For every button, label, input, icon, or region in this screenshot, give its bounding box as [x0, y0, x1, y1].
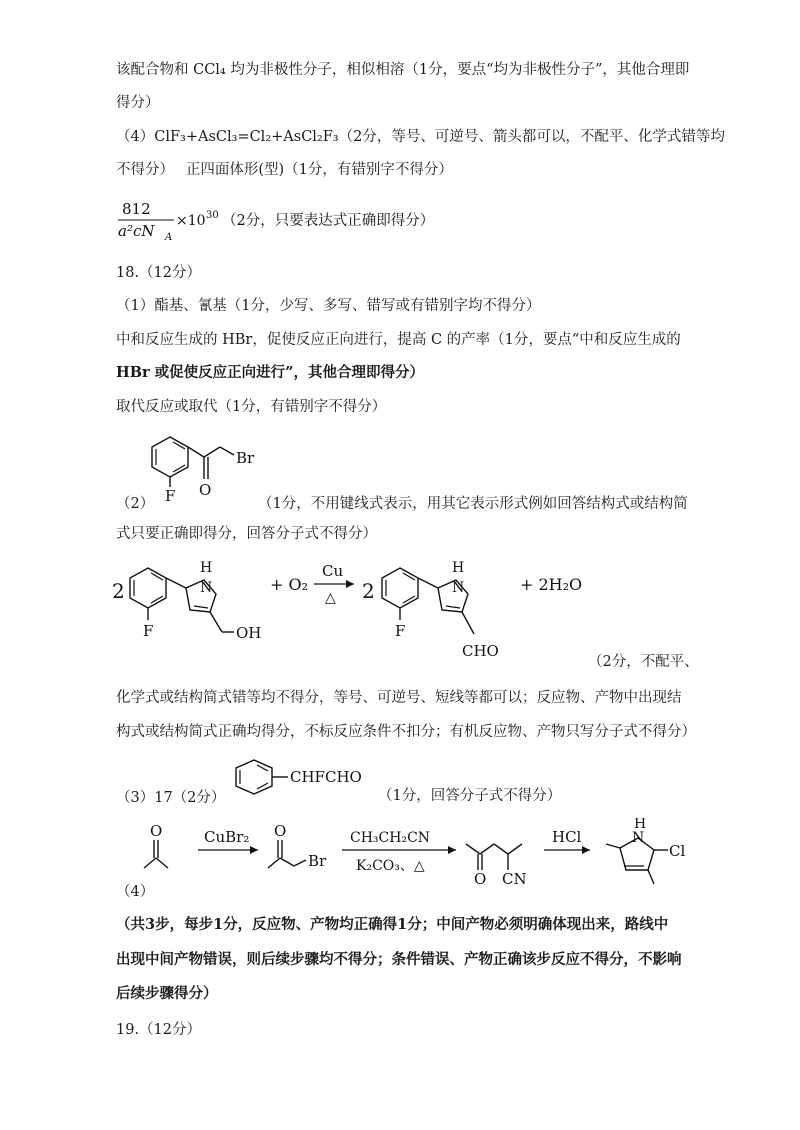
q18-p6: 式只要正确即得分，回答分子式不得分）: [116, 526, 377, 542]
reactant-oh-label: OH: [236, 624, 262, 642]
q18-p3: HBr 或促使反应正向进行”，其他合理即得分）: [116, 364, 424, 381]
bromoketone-structure: [140, 425, 260, 505]
q18-p4: 取代反应或取代（1分，有错别字不得分）: [116, 399, 387, 415]
catalyst-label: Cu: [322, 562, 344, 580]
q18-p8: 构式或结构简式正确均得分，不标反应条件不扣分；有机反应物、产物只写分子式不得分）: [116, 724, 696, 740]
water-product: + 2H₂O: [520, 575, 583, 594]
frac-note: （2分，只要表达式正确即得分）: [222, 213, 435, 229]
q18-p12: 出现中间产物错误，则后续步骤均不得分；条件错误、产物正确该步反应不得分，不影响: [116, 951, 682, 968]
atom-label-f: F: [165, 487, 176, 505]
synthesis-route: [120, 818, 700, 890]
q17-line-3: （4）ClF₃+AsCl₃=Cl₂+AsCl₂F₃（2分，等号、可逆号、箭头都可以，不配平、化学式错等均: [116, 129, 725, 145]
intermediate-cn-label: CN: [502, 870, 527, 888]
rxn-note: （2分，不配平、: [588, 654, 699, 670]
product-h-label: H: [452, 560, 465, 576]
chfcho-structure: [232, 756, 392, 800]
frac-denominator-sub: A: [165, 232, 173, 242]
q18-p2: 中和反应生成的 HBr，促使反应正向进行，提高 C 的产率（1分，要点“中和反应生成的: [116, 332, 681, 348]
product-cho-label: CHO: [462, 642, 499, 660]
reactant-f-label: F: [143, 622, 154, 640]
pyrrole-cl-label: Cl: [669, 842, 686, 860]
q18-p1: （1）酯基、氰基（1分，少写、多写、错写或有错别字均不得分）: [116, 298, 541, 314]
q18-p10-label: （4）: [116, 884, 155, 900]
product-f-label: F: [395, 622, 406, 640]
density-expression: [116, 198, 476, 242]
q17-line-4: 不得分） 正四面体形(型)（1分，有错别字不得分）: [116, 162, 453, 178]
cond-cubr2: CuBr₂: [204, 828, 250, 846]
atom-label-o: O: [199, 481, 212, 499]
q17-line-1: 该配合物和 CCl₄ 均为非极性分子，相似相溶（1分，要点“均为非极性分子”，其他合理即: [116, 62, 690, 78]
q18-p9-note: （1分，回答分子式不得分）: [378, 788, 562, 804]
q18-p13: 后续步骤得分）: [116, 985, 218, 1002]
bromoacetone-o-label: O: [274, 822, 287, 840]
q18-p5-label: （2）: [116, 496, 155, 512]
cond-hcl: HCl: [552, 828, 582, 846]
cond-k2co3: K₂CO₃、△: [356, 858, 425, 874]
reactant-n-label: N: [200, 580, 213, 596]
product-coefficient: 2: [362, 579, 375, 603]
oxygen-reagent: + O₂: [270, 575, 309, 594]
heat-symbol: △: [325, 590, 336, 606]
atom-label-br: Br: [236, 449, 255, 467]
pyrrole-n-label: N: [632, 830, 645, 846]
cond-propionitrile: CH₃CH₂CN: [350, 830, 431, 846]
oxidation-reaction: [110, 560, 610, 665]
q18-p9-label: （3）17（2分）: [116, 790, 226, 806]
chfcho-label: CHFCHO: [290, 768, 362, 786]
q18-p11: （共3步，每步1分，反应物、产物均正确得1分；中间产物必须明确体现出来，路线中: [116, 916, 669, 933]
frac-numerator: 812: [122, 200, 151, 218]
frac-exponent: 30: [206, 210, 219, 221]
q18-p5-note: （1分，不用键线式表示，用其它表示形式例如回答结构式或结构简: [258, 496, 688, 512]
reactant-coefficient: 2: [112, 579, 125, 603]
intermediate-o-label: O: [474, 870, 487, 888]
acetone-o-label: O: [150, 822, 163, 840]
frac-denominator: a²cN: [118, 222, 155, 240]
q19-header: 19.（12分）: [116, 1022, 202, 1038]
q18-header: 18.（12分）: [116, 265, 202, 281]
pyrrole-h-label: H: [634, 818, 647, 832]
frac-multiplier: ×10: [176, 213, 206, 229]
bromoacetone-br-label: Br: [308, 852, 327, 870]
product-n-label: N: [452, 580, 465, 596]
q18-p7: 化学式或结构简式错等均不得分，等号、可逆号、短线等都可以；反应物、产物中出现结: [116, 690, 682, 706]
q17-line-2: 得分）: [116, 95, 160, 111]
reactant-h-label: H: [200, 560, 213, 576]
